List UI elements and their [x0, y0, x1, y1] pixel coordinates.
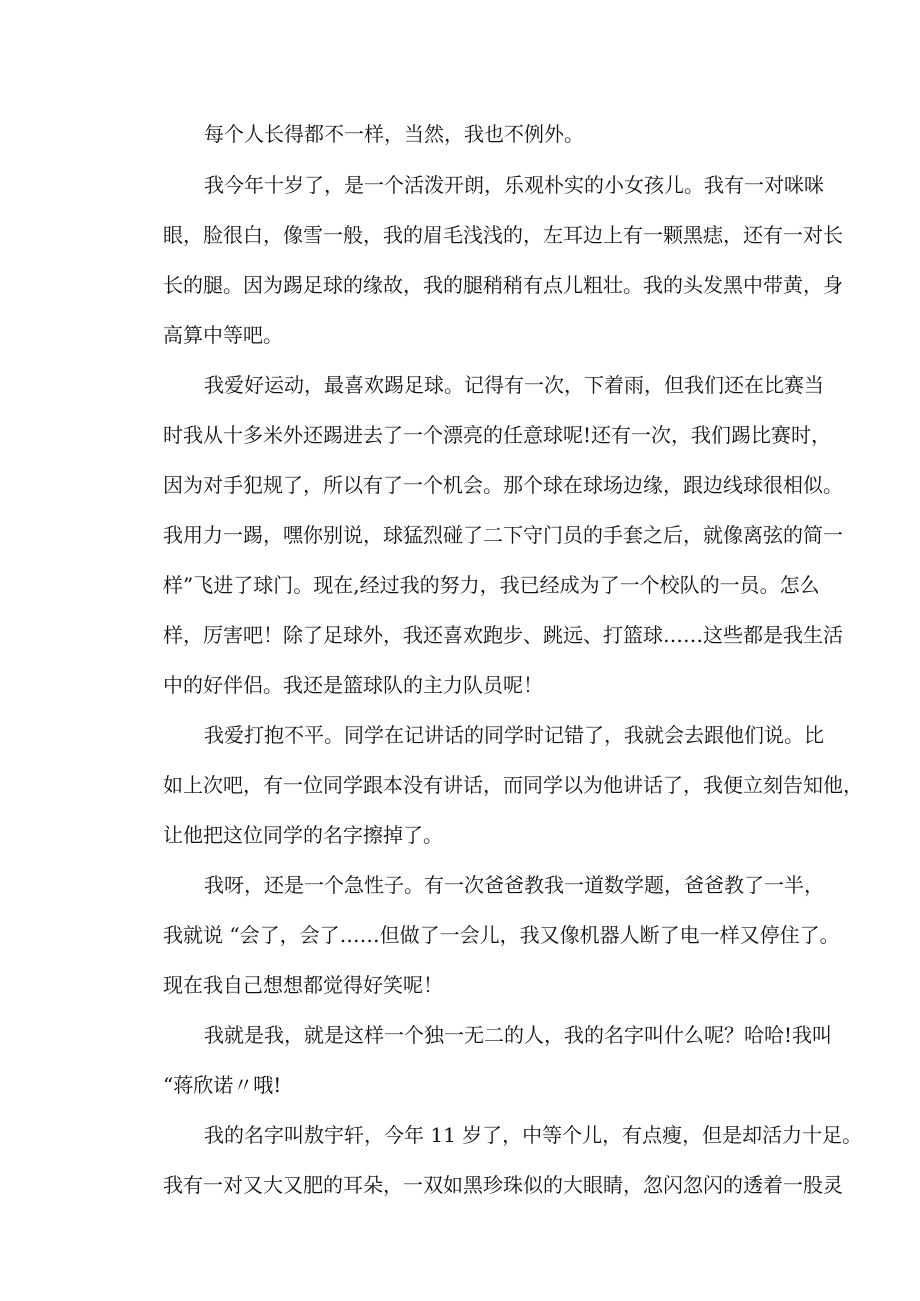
paragraph-5-line-3: 现在我自己想想都觉得好笑呢！ — [163, 973, 443, 997]
paragraph-2-line-2: 眼，脸很白，像雪一般，我的眉毛浅浅的，左耳边上有一颗黑痣，还有一对长 — [163, 223, 843, 247]
paragraph-3-line-7: 中的好伴侣。我还是篮球队的主力队员呢！ — [163, 673, 543, 697]
paragraph-3-line-1: 我爱好运动，最喜欢踢足球。记得有一次，下着雨，但我们还在比赛当 — [204, 373, 824, 397]
paragraph-4-line-2: 如上次吧，有一位同学跟本没有讲话，而同学以为他讲话了，我便立刻告知他， — [163, 773, 863, 797]
paragraph-2-line-1: 我今年十岁了，是一个活泼开朗，乐观朴实的小女孩儿。我有一对咪咪 — [204, 173, 824, 197]
paragraph-3-line-5: 样”飞进了球门。现在,经过我的努力，我已经成为了一个校队的一员。怎么 — [163, 573, 820, 597]
paragraph-4-line-3: 让他把这位同学的名字擦掉了。 — [163, 823, 443, 847]
paragraph-3-line-4: 我用力一踢，嘿你别说，球猛烈碰了二下守门员的手套之后，就像离弦的简一 — [163, 523, 843, 547]
paragraph-1-line-1: 每个人长得都不一样，当然，我也不例外。 — [204, 122, 584, 146]
paragraph-4-line-1: 我爱打抱不平。同学在记讲话的同学时记错了，我就会去跟他们说。比 — [204, 723, 824, 747]
paragraph-2-line-4: 高算中等吧。 — [163, 323, 283, 347]
paragraph-5-line-1: 我呀，还是一个急性子。有一次爸爸教我一道数学题，爸爸教了一半， — [204, 873, 824, 897]
paragraph-3-line-2: 时我从十多米外还踢进去了一个漂亮的任意球呢!还有一次，我们踢比赛时， — [163, 423, 832, 447]
paragraph-7-line-2: 我有一对又大又肥的耳朵，一双如黑珍珠似的大眼睛，忽闪忽闪的透着一股灵 — [163, 1173, 843, 1197]
paragraph-3-line-6: 样，厉害吧！除了足球外，我还喜欢跑步、跳远、打篮球……这些都是我生活 — [163, 623, 843, 647]
paragraph-5-line-2: 我就说 “会了，会了……但做了一会儿，我又像机器人断了电一样又停住了。 — [163, 923, 840, 947]
paragraph-3-line-3: 因为对手犯规了，所以有了一个机会。那个球在球场边缘，跟边线球很相似。 — [163, 473, 843, 497]
paragraph-6-line-2: “蒋欣诺〃哦! — [163, 1073, 282, 1097]
paragraph-7-line-1: 我的名字叫敖宇轩，今年 11 岁了，中等个儿，有点瘦，但是却活力十足。 — [204, 1123, 863, 1147]
paragraph-6-line-1: 我就是我，就是这样一个独一无二的人，我的名字叫什么呢？哈哈!我叫 — [204, 1023, 833, 1047]
paragraph-2-line-3: 长的腿。因为踢足球的缘故，我的腿稍稍有点儿粗壮。我的头发黑中带黄，身 — [163, 273, 843, 297]
